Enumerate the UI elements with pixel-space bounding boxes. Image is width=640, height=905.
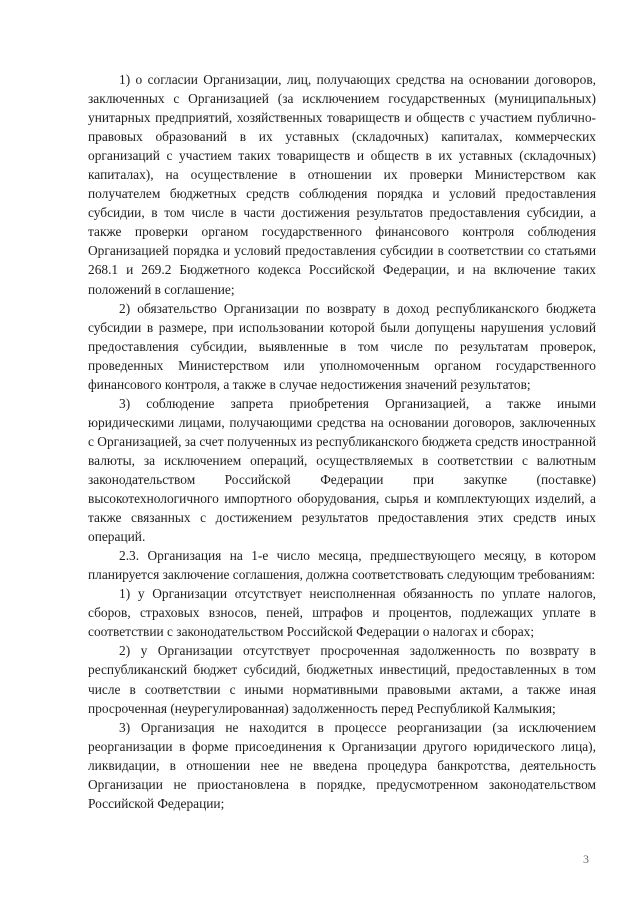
document-body xyxy=(88,70,596,813)
page-number: 3 xyxy=(583,852,589,866)
paragraph-no-tax-debt: 1) у Организации отсутствует неисполненная обязанность по уплате налогов, сборов, страховых взносов, пеней, штрафов и процентов, подлежащих уплате в соответствии с законодательством Российской Федерации о налогах и сборах; xyxy=(88,586,596,640)
paragraph-no-reorganization: 3) Организация не находится в процессе реорганизации (за исключением реорганизации в форме присоединения к Организации другого юридического лица), ликвидации, в отношении нее не введена процедура банкротства, деятельность Организации не приостановлена в порядке, предусмотренном законодательством Российской Федерации; xyxy=(88,719,596,811)
paragraph-no-overdue-debt: 2) у Организации отсутствует просроченная задолженность по возврату в республиканский бюджет субсидий, бюджетных инвестиций, предоставленных в том числе в соответствии с иными нормативными правовыми актами, а также иная просроченная (неурегулированная) задолженность перед Республикой Калмыкия; xyxy=(88,643,596,716)
paragraph-foreign-currency-ban: 3) соблюдение запрета приобретения Организацией, а также иными юридическими лицами, получающими средства на основании договоров, заключенных с Организацией, за счет полученных из республиканского бюджета средств иностранной валюты, за исключением операций, осуществляемых в соответствии с валютным законодательством Российской Федерации при закупке (поставке) высокотехнологичного импортного оборудования, сырья и комплектующих изделий, а также связанных с достижением результатов предоставления этих средств иных операций. xyxy=(88,395,596,545)
paragraph-refund-obligation: 2) обязательство Организации по возврату в доход республиканского бюджета субсидии в размере, при использовании которой были допущены нарушения условий предоставления субсидии, выявленные в том числе по результатам проверок, проведенных Министерством или уполномоченным органом государственного финансового контроля, а также в случае недостижения значений результатов; xyxy=(88,300,596,392)
paragraph-section-2-3: 2.3. Организация на 1-е число месяца, предшествующего месяцу, в котором планируется заключение соглашения, должна соответствовать следующим требованиям: xyxy=(88,548,596,583)
paragraph-consent-to-inspection: 1) о согласии Организации, лиц, получающих средства на основании договоров, заключенных с Организацией (за исключением государственных (муниципальных) унитарных предприятий, хозяйственных товариществ и обществ с участием публично-правовых образований в их уставных (складочных) капиталах, коммерческих организаций с участием таких товариществ и обществ в их уставных (складочных) капиталах), на осуществление в отношении их проверки Министерством как получателем бюджетных средств соблюдения порядка и условий предоставления субсидии, в том числе в части достижения результатов предоставления субсидии, а также проверки органом государственного финансового контроля соблюдения Организацией порядка и условий предоставления субсидии в соответствии со статьями 268.1 и 269.2 Бюджетного кодекса Российской Федерации, и на включение таких положений в соглашение; xyxy=(88,72,596,297)
